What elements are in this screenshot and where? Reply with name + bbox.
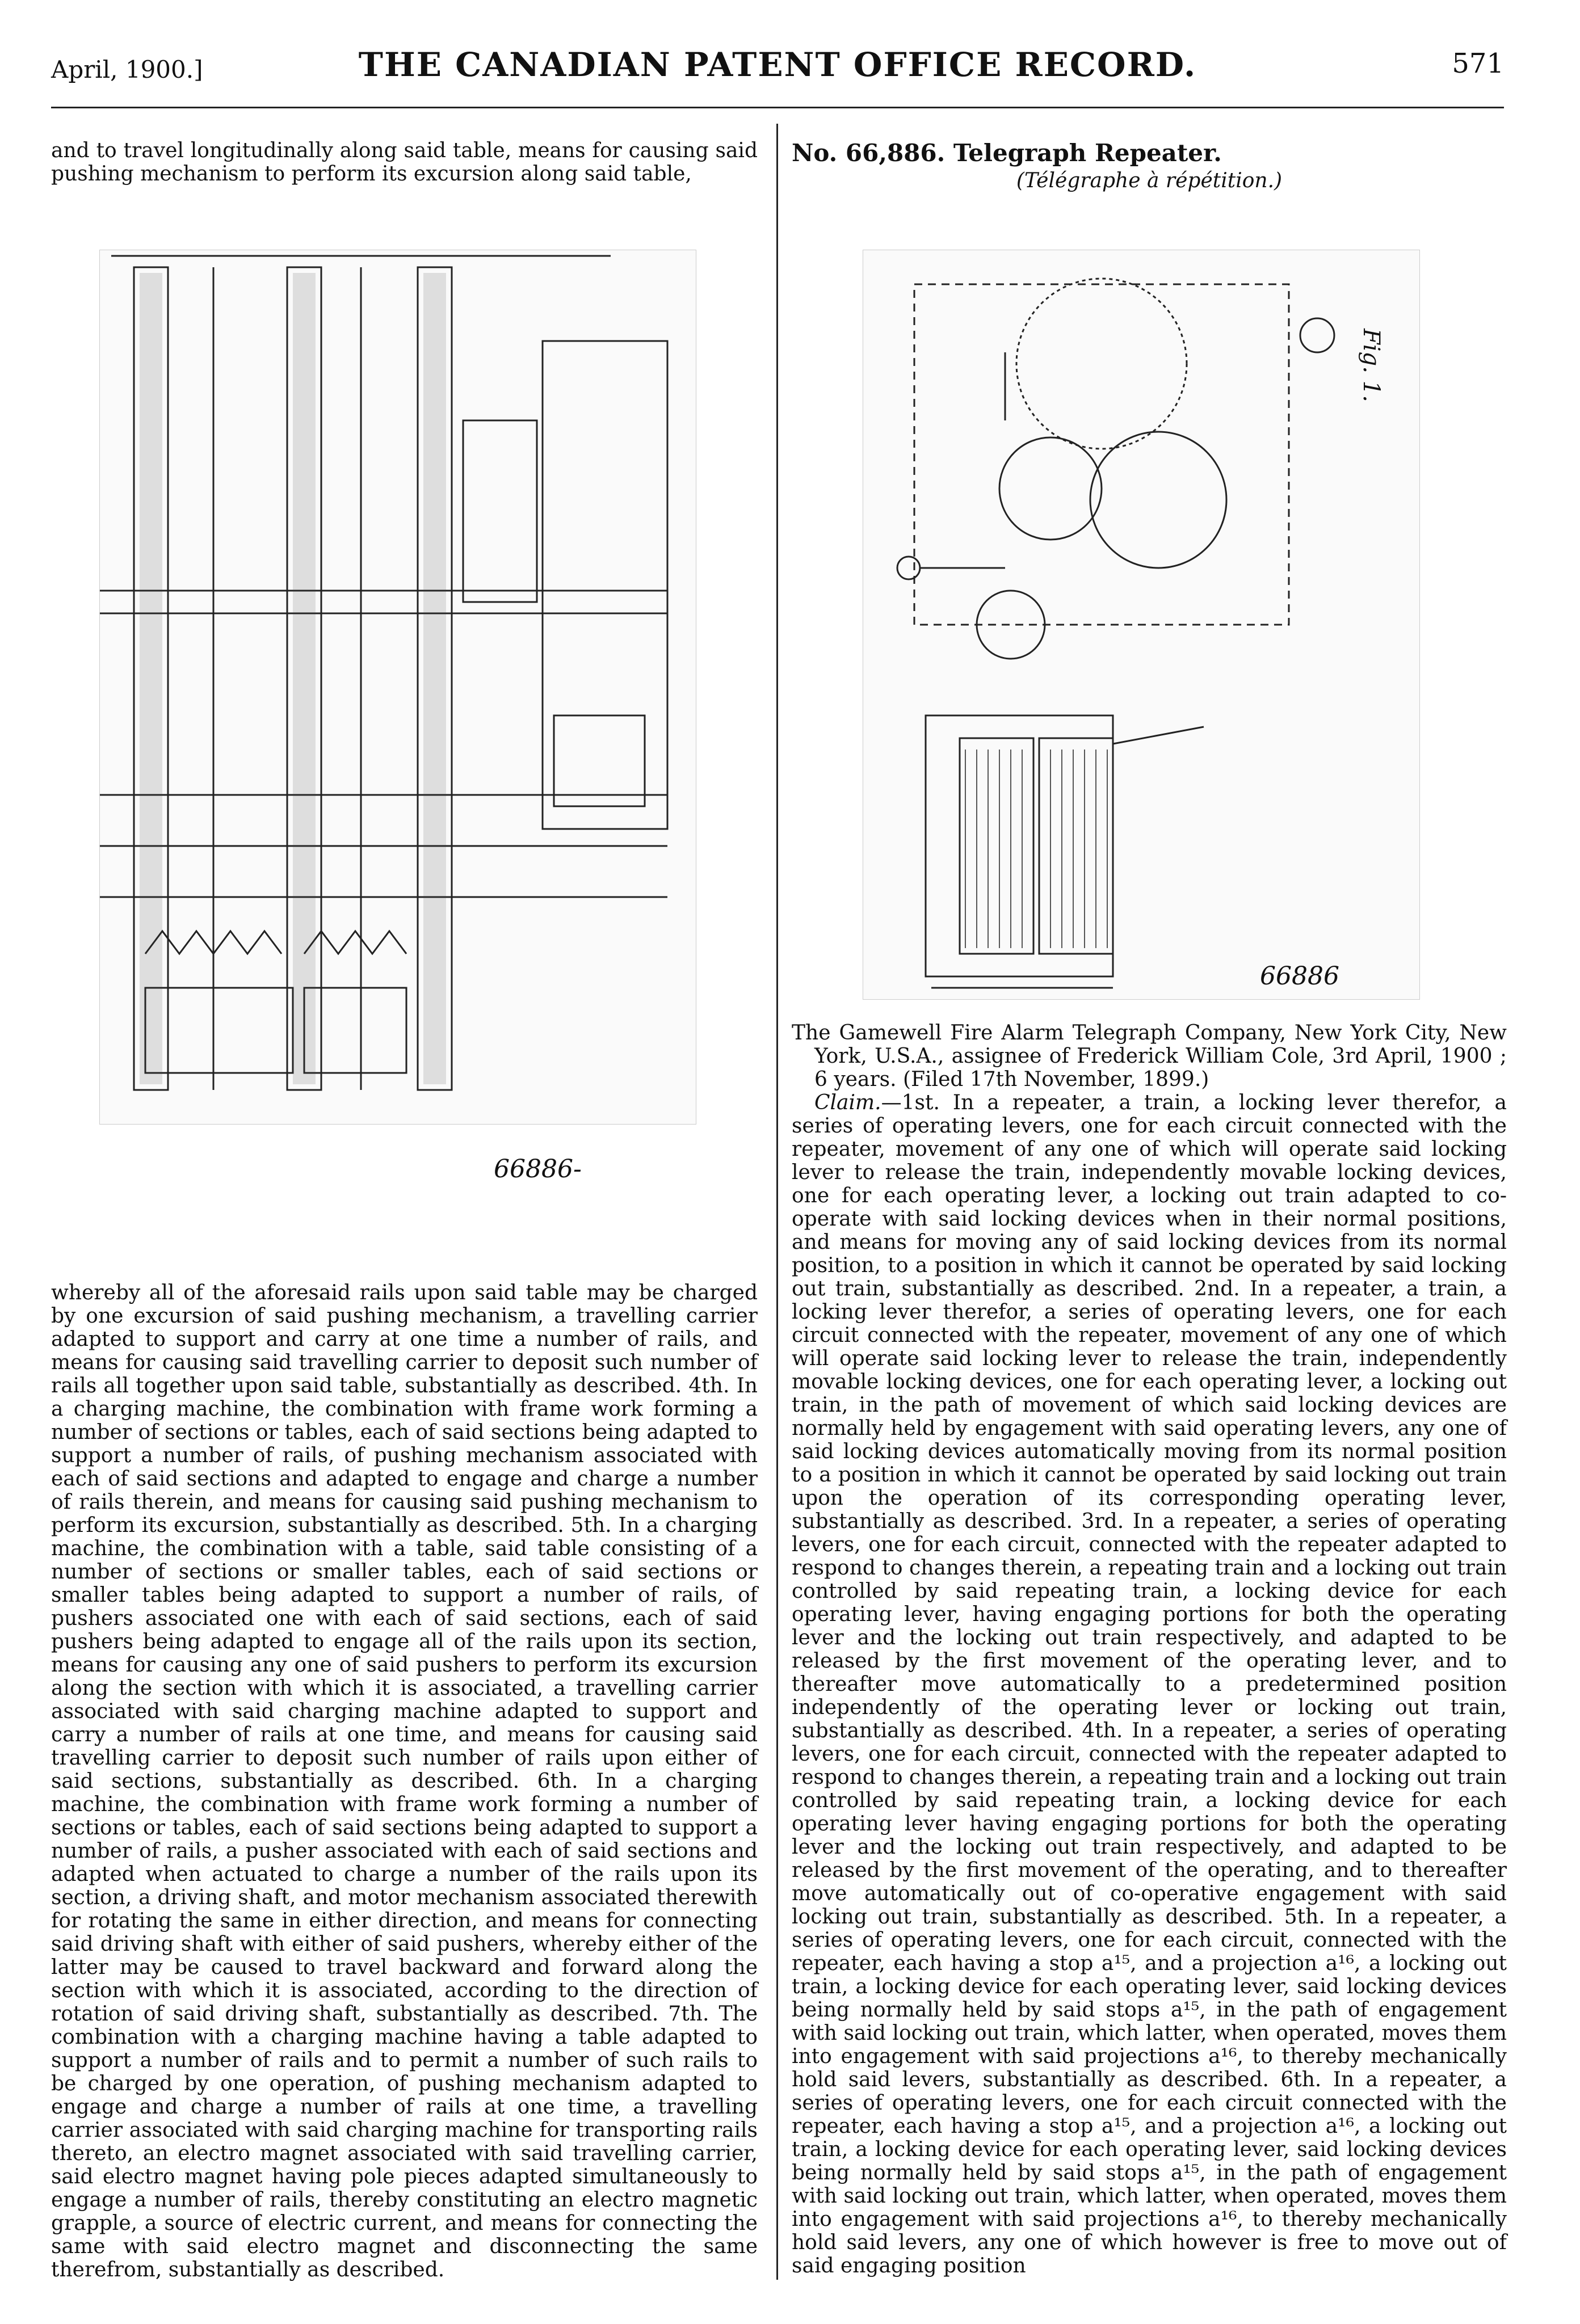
claim-text: —1st. In a repeater, a train, a locking lever therefor, a series of operating levers, one for each circuit connected with the repeater, movement of any one of which will operate said locking lever to release the train, independently movable locking devices, one for each operating lever, a locking out train adapted to co-operate with said locking devices when in their normal positions, and means for moving any of said locking devices from its normal position, to a position in which it cannot be operated by said locking out train, substantially as described. 2nd. In a repeater, a train, a locking lever therefor, a series of operating levers, one for each circuit connected with the repeater, movement of any one of which will operate said locking lever to release the train, independently movable locking devices, one for each operating lever, a locking out train, in the path of movement of which said locking devices are normally held by engagement with said operating levers, any one of said locking devices automatically moving from its normal position to a position in which it cannot be operated by said locking out train upon the operation of its corresponding operating lever, substantially as described. 3rd. In a repeater, a series of operating levers, one for each circuit, connected with the repeater adapted to respond to changes therein, a repeating train and a locking out train controlled by said repeating train, a locking device for each operating lever, having engaging portions for both the operating lever and the locking out train respectively, and adapted to be released by the first movement of the operating lever, and to thereafter move automatically to a predetermined position independently of the operating lever or locking out train, substantially as described. 4th. In a repeater, a series of operating levers, one for each circuit, connected with the repeater adapted to respond to changes therein, a repeating train and a locking out train controlled by said repeating train, a locking device for each operating lever having engaging portions for both the operating lever and the locking out train respectively, and adapted to be released by the first movement of the operating, and to thereafter move automatically out of co-operative engagement with said locking out train, substantially as described. 5th. In a repeater, a series of operating levers, one for each circuit, connected with the repeater, each having a stop a¹⁵, and a projection a¹⁶, a locking out train, a locking device for each operating lever, said locking devices being normally held by said stops a¹⁵, in the path of engagement with said locking out train, which latter, when operated, moves them into engagement with said projections a¹⁶, to thereby mechanically hold said levers, substantially as described. 6th. In a repeater, a series of operating levers, one for each circuit connected with the repeater, each having a stop a¹⁵, and a projection a¹⁶, a locking out train, a locking device for each operating lever, said locking devices being normally held by said stops a¹⁵, in the path of engagement with said locking out train, which latter, when operated, moves them into engagement with said projections a¹⁶, to thereby mechanically hold said levers, any one of which however is free to move out of said engaging position xyxy=(792,1091,1507,2277)
left-body-text: whereby all of the aforesaid rails upon said table may be charged by one excursion of said pushing mechanism, a travelling carrier adapted to support and carry at one time a number of rails, and means for causing said travelling carrier to deposit such number of rails all together upon said table, substantially as described. 4th. In a charging machine, the combination with frame work forming a number of sections or tables, each of said sections being adapted to support a number of rails, of pushing mechanism associated with each of said sections and adapted to engage and charge a number of rails therein, and means for causing said pushing mechanism to perform its excursion, substantially as described. 5th. In a charging machine, the combination with a table, said table consisting of a number of sections or smaller tables, each of said sections or smaller tables being adapted to support a number of rails, of pushers associated one with each of said sections, each of said pushers being adapted to engage all of the rails upon its section, means for causing any one of said pushers to perform its excursion along the section with which it is associated, a travelling carrier associated with said charging machine adapted to support and carry a number of rails at one time, and means for causing said travelling carrier to deposit such number of rails upon either of said sections, substantially as described. 6th. In a charging machine, the combination with frame work forming a number of sections or tables, each of said sections being adapted to support a number of rails, a pusher associated with each of said sections and adapted when actuated to charge a number of the rails upon its section, a driving shaft, and motor mechanism associated therewith for rotating the same in either direction, and means for connecting said driving shaft with either of said pushers, whereby either of the latter may be caused to travel backward and forward along the section with which it is associated, according to the direction of rotation of said driving shaft, substantially as described. 7th. The combination with a charging machine having a table adapted to support a number of rails and to permit a number of such rails to be charged by one operation, of pushing mechanism adapted to engage and charge a number of rails at one time, a travelling carrier associated with said charging machine for transporting rails thereto, an electro magnet associated with said travelling carrier, said electro magnet having pole pieces adapted simultaneously to engage a number of rails, thereby constituting an electro magnetic grapple, a source of electric current, and means for connecting the same with said electro magnet and disconnecting the same therefrom, substantially as described. xyxy=(51,1281,758,2281)
figure-label: Fig. 1. xyxy=(1358,329,1385,402)
page-header xyxy=(51,44,1504,107)
telegraph-repeater-figure xyxy=(863,250,1420,1000)
claim-label: Claim. xyxy=(814,1091,881,1114)
left-column-top xyxy=(51,139,758,186)
patent-heading: No. 66,886. Telegraph Repeater. xyxy=(792,139,1222,167)
assignee-text: The Gamewell Fire Alarm Telegraph Company, New York City, New York, U.S.A., assignee of Frederick William Cole, 3rd April, 1900 ; 6 years. (Filed 17th November, 1899.) xyxy=(792,1021,1507,1091)
column-divider xyxy=(776,124,778,2280)
left-top-text: and to travel longitudinally along said table, means for causing said pushing mechanism to perform its excursion along said table, xyxy=(51,139,758,186)
rail-charging-machine-figure xyxy=(99,250,696,1125)
left-column-body xyxy=(51,1281,758,2281)
patent-subheading: (Télégraphe à répétition.) xyxy=(1016,169,1283,192)
claim-paragraph xyxy=(792,1091,1507,2277)
page-number: 571 xyxy=(1452,48,1504,79)
header-rule xyxy=(51,107,1504,108)
right-figure-number: 66886 xyxy=(1260,962,1339,991)
left-figure-number: 66886- xyxy=(494,1155,582,1184)
patent-text-block xyxy=(792,1021,1507,2277)
header-title: THE CANADIAN PATENT OFFICE RECORD. xyxy=(358,45,1197,84)
rail-machine-drawing xyxy=(100,250,696,1124)
patent-header-block xyxy=(792,139,1507,192)
repeater-drawing xyxy=(863,250,1419,999)
header-date: April, 1900.] xyxy=(51,56,203,83)
